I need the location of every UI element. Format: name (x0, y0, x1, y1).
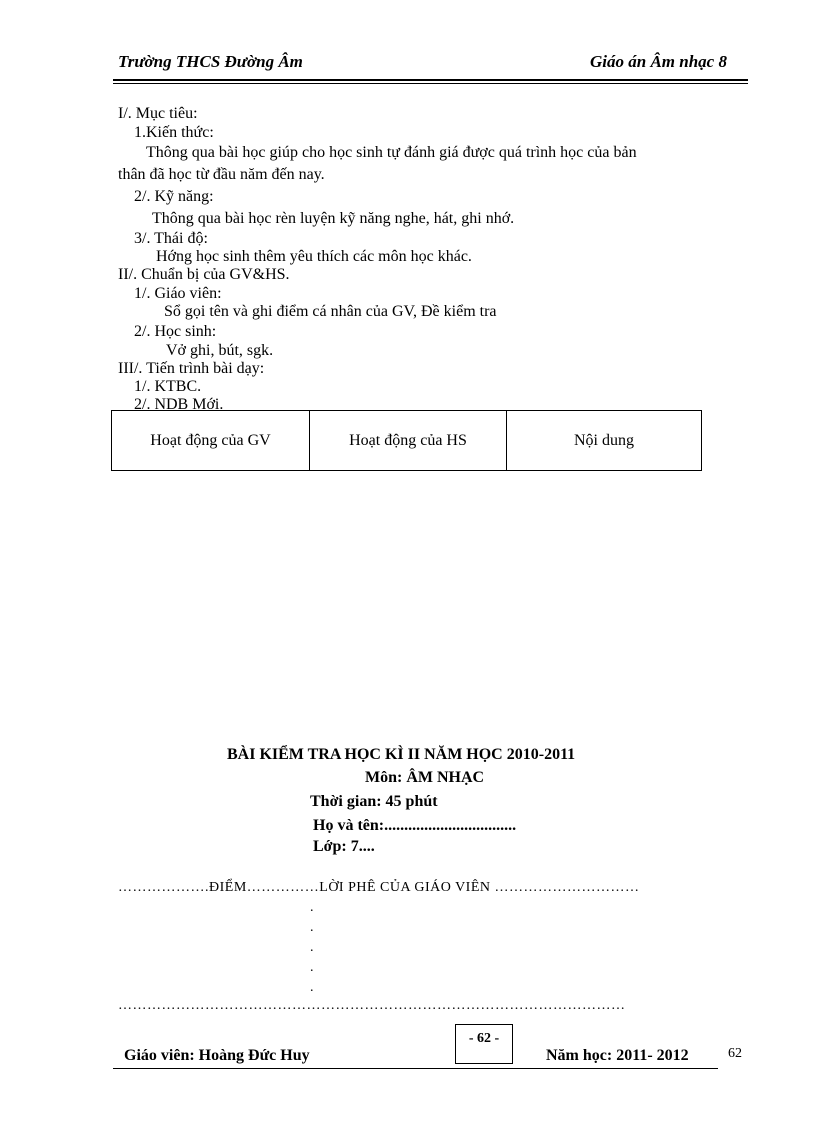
process-heading: III/. Tiến trình bài dạy: (118, 360, 265, 377)
knowledge-heading: 1.Kiến thức: (134, 124, 214, 141)
header-school: Trường THCS Đường Âm (118, 52, 303, 71)
page-number: 62 (728, 1046, 742, 1061)
student-prep-heading: 2/. Học sinh: (134, 323, 217, 340)
knowledge-text-line2: thân đã học từ đầu năm đến nay. (118, 166, 325, 183)
score-comment-line: ……………….ĐIỂM……………LỜI PHÊ CỦA GIÁO VIÊN ………………………… (118, 880, 640, 895)
comment-dot: . (310, 980, 314, 995)
attitude-heading: 3/. Thái độ: (134, 230, 208, 247)
knowledge-text-line1: Thông qua bài học giúp cho học sinh tự đánh giá được quá trình học của bản (146, 144, 637, 161)
comment-dot: . (310, 960, 314, 975)
exam-time: Thời gian: 45 phút (310, 793, 438, 810)
skills-heading: 2/. Kỹ năng: (134, 188, 214, 205)
attitude-text: Hớng học sinh thêm yêu thích các môn học khác. (156, 248, 472, 265)
teacher-prep-text: Sổ gọi tên và ghi điểm cá nhân của GV, Đề kiểm tra (164, 303, 497, 320)
col-student-activity: Hoạt động của HS (310, 411, 507, 471)
footer-year: Năm học: 2011- 2012 (546, 1047, 689, 1064)
student-prep-text: Vở ghi, bút, sgk. (166, 342, 274, 359)
col-content: Nội dung (507, 411, 702, 471)
header-rule-thick (113, 79, 748, 81)
comment-dot: . (310, 900, 314, 915)
page-number-box-text: - 62 - (468, 1031, 500, 1046)
footer-rule (113, 1068, 718, 1069)
col-teacher-activity: Hoạt động của GV (112, 411, 310, 471)
teacher-prep-heading: 1/. Giáo viên: (134, 285, 222, 302)
skills-text: Thông qua bài học rèn luyện kỹ năng nghe, hát, ghi nhớ. (152, 210, 515, 227)
comment-dot: . (310, 920, 314, 935)
comment-dot: . (310, 940, 314, 955)
objectives-heading: I/. Mục tiêu: (118, 105, 198, 122)
exam-class-field: Lớp: 7.... (313, 838, 375, 855)
footer-teacher: Giáo viên: Hoàng Đức Huy (124, 1047, 310, 1064)
step1: 1/. KTBC. (134, 378, 202, 395)
exam-title: BÀI KIỂM TRA HỌC KÌ II NĂM HỌC 2010-2011 (227, 746, 576, 763)
header-subject: Giáo án Âm nhạc 8 (590, 52, 727, 71)
table-row (112, 411, 702, 471)
page-number-box (455, 1024, 513, 1064)
step2: 2/. NDB Mới. (134, 396, 224, 413)
exam-name-field: Họ và tên:................................. (313, 817, 517, 834)
prep-heading: II/. Chuẩn bị của GV&HS. (118, 266, 290, 283)
header-rule-thin (113, 83, 748, 84)
exam-subject: Môn: ÂM NHẠC (365, 769, 485, 786)
activity-table (111, 410, 702, 471)
bottom-dotted-line: …………………………………………………………………………………………… (118, 998, 626, 1013)
